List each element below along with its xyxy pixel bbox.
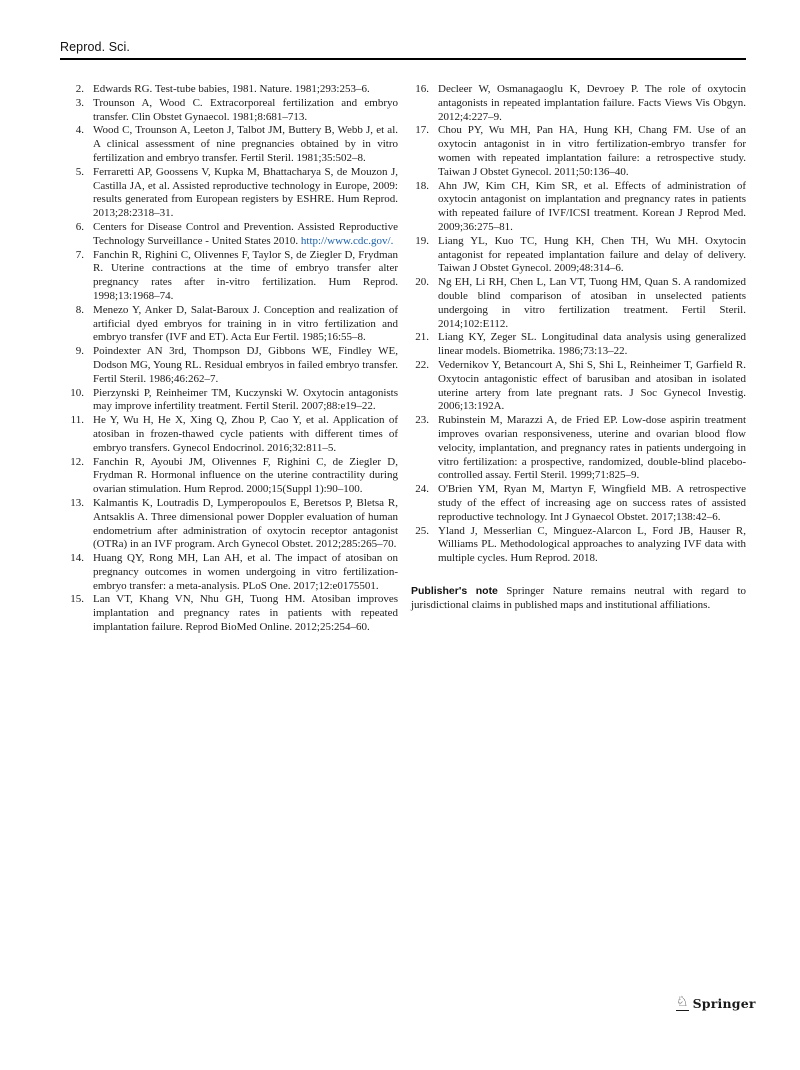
reference-text: O'Brien YM, Ryan M, Martyn F, Wingfield MB. A retrospective study of the effect of increasing age on success rates of assisted reproductive technology. Int J Gynaecol Obstet. 2017;138:42–6. (438, 483, 746, 523)
references-section (66, 83, 746, 635)
reference-item (66, 497, 398, 552)
journal-title: Reprod. Sci. (60, 40, 130, 54)
reference-number: 3. (75, 96, 84, 109)
reference-text: Huang QY, Rong MH, Lan AH, et al. The impact of atosiban on pregnancy outcomes in women undergoing in vitro fertilization-embryo transfer: a meta-analysis. PLoS One. 2017;12:e0175501. (93, 552, 398, 592)
reference-number: 14. (70, 552, 84, 565)
reference-number: 19. (415, 234, 429, 247)
reference-text: Kalmantis K, Loutradis D, Lymperopoulos E, Beretsos P, Bletsa R, Antsaklis A. Three dimensional power Doppler evaluation of human endometrium after administration of oxytocin receptor antagonist (OTRa) in an IVF program. Arch Gynecol Obstet. 2012;285:265–70. (93, 496, 398, 551)
reference-text: Rubinstein M, Marazzi A, de Fried EP. Low-dose aspirin treatment improves ovarian responsiveness, uterine and ovarian blood flow velocity, implantation, and pregnancy rates in patients undergoing in vitro fertilization: a prospective, randomized, double-blind placebo-controlled assay. Fertil Steril. 1999;71:825–9. (438, 414, 746, 482)
reference-text: Poindexter AN 3rd, Thompson DJ, Gibbons WE, Findley WE, Dodson MG, Young RL. Residual embryos in failed embryo transfer. Fertil Steril. 1986;46:262–7. (93, 345, 398, 385)
reference-text: Liang YL, Kuo TC, Hung KH, Chen TH, Wu MH. Oxytocin antagonist for repeated implantation failure and delay of delivery. Taiwan J Obstet Gynecol. 2009;48:314–6. (438, 234, 746, 275)
reference-number: 5. (75, 165, 84, 178)
reference-url-link[interactable]: http://www.cdc.gov/. (300, 234, 394, 247)
reference-item (66, 552, 398, 593)
reference-text: Yland J, Messerlian C, Minguez-Alarcon L, Ford JB, Hauser R, Williams PL. Methodological approaches to analyzing IVF data with multiple cycles. Hum Reprod. 2018. (438, 524, 746, 565)
reference-item (66, 124, 398, 165)
header-rule (60, 58, 746, 60)
references-list-right (411, 83, 746, 566)
reference-number: 23. (415, 414, 429, 427)
reference-number: 10. (70, 386, 84, 399)
reference-text: He Y, Wu H, He X, Xing Q, Zhou P, Cao Y, et al. Application of atosiban in frozen-thawed cycle patients with different times of embryo transfers. Gynecol Endocrinol. 2016;32:811–5. (93, 414, 398, 454)
reference-item (411, 331, 746, 359)
reference-text: Liang KY, Zeger SL. Longitudinal data analysis using generalized linear models. Biometrika. 1986;73:13–22. (438, 331, 746, 358)
reference-text: Fanchin R, Righini C, Olivennes F, Taylor S, de Ziegler D, Frydman R. Uterine contractions at the time of embryo transfer alter pregnancy rates after in-vitro fertilization. Hum Reprod. 1998;13:1968–74. (93, 248, 398, 302)
reference-number: 9. (75, 345, 84, 358)
reference-number: 13. (70, 496, 84, 509)
reference-item (66, 456, 398, 497)
reference-item (411, 359, 746, 414)
reference-number: 20. (415, 276, 429, 289)
reference-item (66, 593, 398, 634)
reference-number: 11. (70, 414, 84, 427)
reference-text: Chou PY, Wu MH, Pan HA, Hung KH, Chang FM. Use of an oxytocin antagonist in in vitro fertilization-embryo transfer for women with repeated implantation failure: a retrospective study. Taiwan J Obstet Gynecol. 2011;50:136–40. (438, 124, 746, 178)
reference-item (411, 483, 746, 524)
reference-item (66, 166, 398, 221)
reference-number: 2. (75, 83, 84, 95)
reference-text: Decleer W, Osmanagaoglu K, Devroey P. The role of oxytocin antagonists in repeated implantation failure. Facts Views Vis Obgyn. 2012;4:227–9. (438, 83, 746, 123)
reference-item (66, 387, 398, 415)
reference-item (411, 414, 746, 483)
reference-number: 24. (415, 483, 429, 496)
references-column-left (66, 83, 398, 635)
reference-item (66, 249, 398, 304)
reference-item (411, 276, 746, 331)
reference-number: 7. (75, 248, 84, 261)
reference-item (411, 525, 746, 566)
running-head (60, 40, 130, 54)
springer-logo-text: Springer (692, 996, 756, 1011)
reference-number: 17. (415, 124, 429, 137)
reference-number: 25. (415, 524, 429, 537)
reference-text: Trounson A, Wood C. Extracorporeal fertilization and embryo transfer. Clin Obstet Gynaecol. 1981;8:681–713. (93, 96, 398, 123)
reference-number: 12. (70, 455, 84, 468)
publisher-note-label: Publisher's note (411, 584, 498, 597)
reference-item (66, 83, 398, 97)
springer-logo (676, 996, 756, 1011)
reference-number: 6. (75, 220, 84, 233)
reference-item (66, 304, 398, 345)
publisher-note (411, 585, 746, 613)
reference-item (411, 83, 746, 124)
reference-number: 4. (75, 124, 84, 137)
reference-item (411, 124, 746, 179)
reference-item (66, 345, 398, 386)
publisher-note-text: Springer Nature remains neutral with regard to jurisdictional claims in published maps and institutional affiliations. (411, 584, 747, 611)
reference-text: Menezo Y, Anker D, Salat-Baroux J. Conception and realization of artificial dyed embryos for training in in vitro fertilization and embryo transfer (IVF and ET). Acta Eur Fertil. 1985;16:55–8. (93, 303, 398, 344)
reference-text: Ahn JW, Kim CH, Kim SR, et al. Effects of administration of oxytocin antagonist on implantation and pregnancy rates in patients with repeated failure of IVF/ICSI treatment. Korean J Reprod Med. 2009;36:275–81. (438, 179, 746, 233)
reference-item (66, 97, 398, 125)
reference-number: 22. (415, 358, 429, 371)
reference-text: Ferraretti AP, Goossens V, Kupka M, Bhattacharya S, de Mouzon J, Castilla JA, et al. Assisted reproductive technology in Europe, 2009: results generated from European registers by ESHRE. Hum Reprod. 2013;28:2318–31. (93, 165, 398, 220)
reference-number: 16. (415, 83, 429, 95)
references-column-right (411, 83, 746, 635)
reference-item (411, 235, 746, 276)
reference-number: 15. (70, 593, 84, 606)
reference-item (66, 414, 398, 455)
reference-text: Ng EH, Li RH, Chen L, Lan VT, Tuong HM, Quan S. A randomized double blind comparison of atosiban in unselected patients undergoing in vitro fertilization treatment. Fertil Steril. 2014;102:E112. (438, 276, 746, 330)
reference-text: Centers for Disease Control and Prevention. Assisted Reproductive Technology Surveillance - United States 2010. http://www.cdc.gov/. (93, 220, 398, 247)
springer-horse-icon: ♘ (676, 995, 689, 1010)
reference-text: Pierzynski P, Reinheimer TM, Kuczynski W. Oxytocin antagonists may improve infertility treatment. Fertil Steril. 2007;88:e19–22. (93, 386, 398, 413)
reference-text: Vedernikov Y, Betancourt A, Shi S, Shi L, Reinheimer T, Garfield R. Oxytocin antagonistic effect of barusiban and atosiban in isolated uterine artery from late pregnant rats. J Soc Gynecol Investig. 2006;13:192A. (438, 358, 746, 413)
reference-number: 8. (75, 303, 84, 316)
reference-item (411, 180, 746, 235)
reference-text: Lan VT, Khang VN, Nhu GH, Tuong HM. Atosiban improves implantation and pregnancy rates in patients with repeated implantation failure. Reprod BioMed Online. 2012;25:254–60. (93, 593, 398, 634)
reference-number: 21. (415, 331, 429, 344)
reference-text: Edwards RG. Test-tube babies, 1981. Nature. 1981;293:253–6. (93, 83, 370, 95)
reference-text: Fanchin R, Ayoubi JM, Olivennes F, Righini C, de Ziegler D, Frydman R. Hormonal influence on the uterine contractility during ovarian stimulation. Hum Reprod. 2000;15(Suppl 1):90–100. (93, 455, 398, 496)
reference-item (66, 221, 398, 249)
reference-number: 18. (415, 179, 429, 192)
reference-text: Wood C, Trounson A, Leeton J, Talbot JM, Buttery B, Webb J, et al. A clinical assessment of nine pregnancies obtained by in vitro fertilization and embryo transfer. Fertil Steril. 1981;35:502–8. (93, 124, 398, 164)
